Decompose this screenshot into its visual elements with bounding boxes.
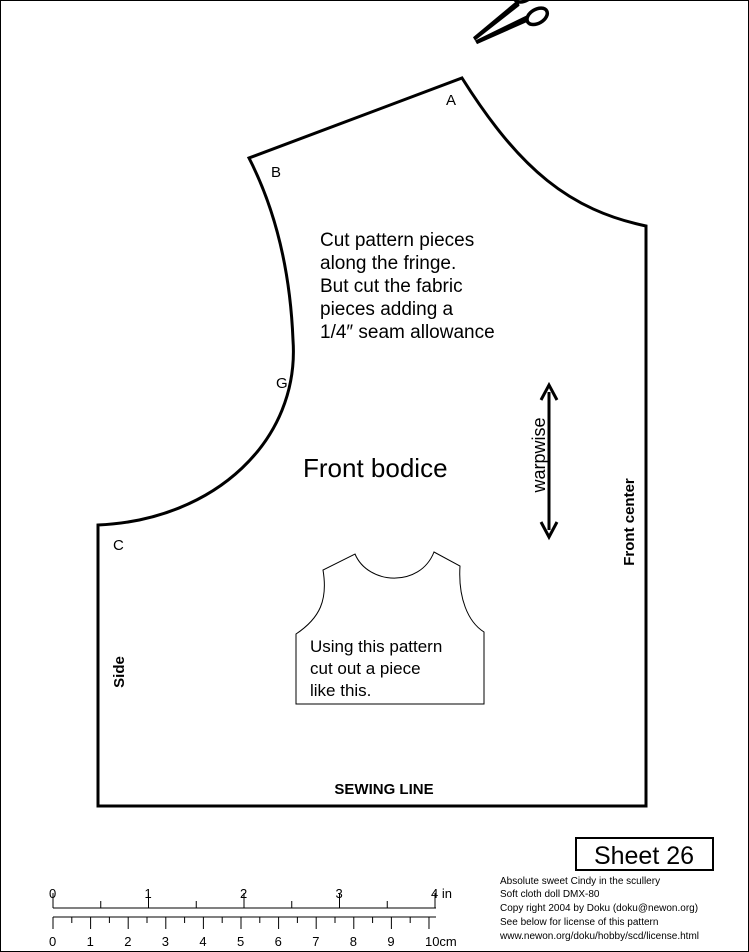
instruction-line: along the fringe. <box>320 253 457 274</box>
instruction-line: Cut pattern pieces <box>320 230 475 251</box>
ruler-inch-label: 4 in <box>431 886 452 901</box>
sheet-label: Sheet 26 <box>593 842 695 870</box>
ruler-cm-label: 4 <box>199 934 207 949</box>
ruler-cm-label: 5 <box>236 934 245 949</box>
ruler-cm-label: 10cm <box>424 934 457 949</box>
credit-line: Soft cloth doll DMX-80 <box>500 889 600 900</box>
credit-line: www.newon.org/doku/hobby/scd/license.html <box>500 931 699 942</box>
credit-line: Copy right 2004 by Doku (doku@newon.org) <box>500 903 699 914</box>
piece-title: Front bodice <box>303 453 448 483</box>
point-label-b: B <box>271 164 282 181</box>
point-label-a: A <box>446 92 457 109</box>
grain-label: warpwise <box>529 417 549 493</box>
ruler-inch-label: 0 <box>49 886 57 901</box>
ruler-cm-label: 6 <box>274 934 282 949</box>
ruler-cm-label: 3 <box>161 934 170 949</box>
preview-note-line: like this. <box>310 681 372 700</box>
side-label: Side <box>111 656 128 688</box>
preview-note-line: cut out a piece <box>310 659 421 678</box>
credit-line: Absolute sweet Cindy in the scullery <box>500 876 661 887</box>
ruler-inch-label: 2 <box>240 886 248 901</box>
sewing-line-label: SEWING LINE <box>334 781 434 798</box>
ruler-cm-label: 1 <box>86 934 94 949</box>
ruler-cm-label: 8 <box>349 934 358 949</box>
instruction-line: 1/4″ seam allowance <box>320 322 495 343</box>
ruler-cm-label: 2 <box>124 934 132 949</box>
ruler-inch-label: 3 <box>335 886 343 901</box>
ruler-cm-label: 9 <box>387 934 395 949</box>
preview-note-line: Using this pattern <box>310 637 443 656</box>
front-center-label: Front center <box>621 478 638 566</box>
instruction-line: pieces adding a <box>320 299 454 320</box>
ruler-cm-label: 7 <box>312 934 320 949</box>
instruction-line: But cut the fabric <box>320 276 463 297</box>
credit-line: See below for license of this pattern <box>500 917 659 928</box>
point-label-g: G <box>276 375 288 392</box>
ruler-inch-label: 1 <box>144 886 152 901</box>
ruler-cm-label: 0 <box>49 934 57 949</box>
point-label-c: C <box>113 537 124 554</box>
